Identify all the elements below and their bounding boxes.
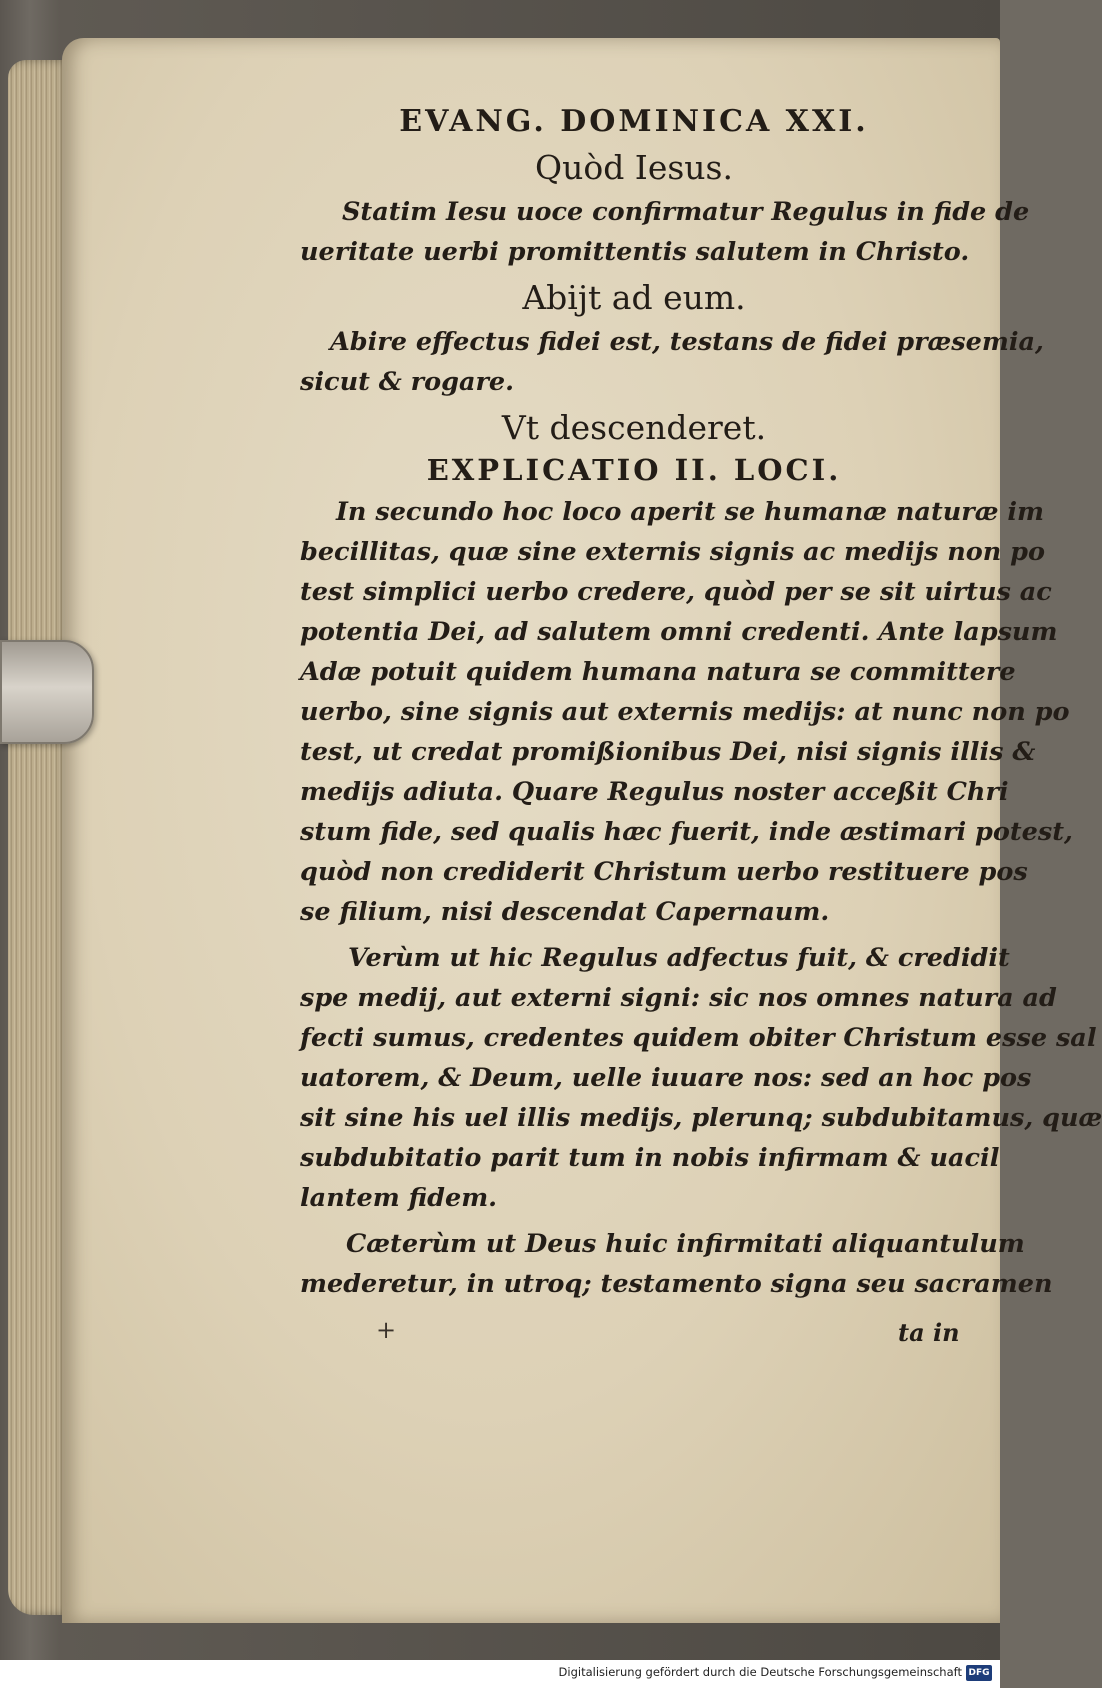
explicatio-paragraph <box>300 492 1073 932</box>
text-line: fecti sumus, credentes quidem obiter Christum esse sal <box>300 1023 1097 1053</box>
book-clasp <box>0 640 94 744</box>
explicatio-paragraph <box>300 938 1102 1218</box>
page-text <box>300 102 1102 1310</box>
printer-mark: + <box>376 1316 397 1344</box>
text-line: uerbo, sine signis aut externis medijs: at nunc non po <box>300 697 1070 727</box>
text-line: lantem fidem. <box>300 1183 498 1213</box>
section-paragraph <box>300 192 1030 272</box>
text-line: test, ut credat promißionibus Dei, nisi signis illis & <box>300 737 1036 767</box>
text-line: spe medij, aut externi signi: sic nos omnes natura ad <box>300 983 1057 1013</box>
text-line: stum fide, sed qualis hæc fuerit, inde æstimari potest, <box>300 817 1073 847</box>
catchword: ta in <box>898 1318 960 1347</box>
text-line: sit sine his uel illis medijs, plerunq; subdubitamus, quæ <box>300 1103 1102 1133</box>
section-heading: Vt descenderet. <box>501 408 767 447</box>
text-line: Abire effectus fidei est, testans de fidei præsemia, <box>330 327 1044 357</box>
running-head: EVANG. DOMINICA XXI. <box>399 104 869 139</box>
text-line: becillitas, quæ sine externis signis ac medijs non po <box>300 537 1046 567</box>
text-line: medijs adiuta. Quare Regulus noster acceßit Chri <box>300 777 1009 807</box>
section-paragraph <box>300 322 1044 402</box>
text-line: In secundo hoc loco aperit se humanæ naturæ im <box>336 497 1044 527</box>
text-line: sicut & rogare. <box>300 367 514 397</box>
section-heading: Quòd Iesus. <box>535 148 733 187</box>
footer-credit: Digitalisierung gefördert durch die Deutsche Forschungsgemeinschaft <box>558 1665 962 1679</box>
section-heading: Abijt ad eum. <box>522 278 746 317</box>
text-line: uatorem, & Deum, uelle iuuare nos: sed an hoc pos <box>300 1063 1032 1093</box>
text-line: Verùm ut hic Regulus adfectus fuit, & credidit <box>348 943 1010 973</box>
text-line: se filium, nisi descendat Capernaum. <box>300 897 830 927</box>
page-edges <box>8 60 70 1615</box>
text-line: ueritate uerbi promittentis salutem in Christo. <box>300 237 970 267</box>
text-line: potentia Dei, ad salutem omni credenti. Ante lapsum <box>300 617 1058 647</box>
text-line: subdubitatio parit tum in nobis infirmam & uacil <box>300 1143 1000 1173</box>
dfg-logo-icon: DFG <box>966 1665 992 1681</box>
digitization-footer <box>0 1660 1000 1688</box>
text-line: test simplici uerbo credere, quòd per se sit uirtus ac <box>300 577 1052 607</box>
text-line: Statim Iesu uoce confirmatur Regulus in fide de <box>342 197 1030 227</box>
explicatio-heading: EXPLICATIO II. LOCI. <box>426 453 842 487</box>
text-line: Adæ potuit quidem humana natura se committere <box>300 657 1016 687</box>
text-line: quòd non crediderit Christum uerbo restituere pos <box>300 857 1028 887</box>
explicatio-paragraph <box>300 1224 1053 1304</box>
text-line: mederetur, in utroq; testamento signa seu sacramen <box>300 1269 1053 1299</box>
text-line: Cæterùm ut Deus huic infirmitati aliquantulum <box>346 1229 1025 1259</box>
